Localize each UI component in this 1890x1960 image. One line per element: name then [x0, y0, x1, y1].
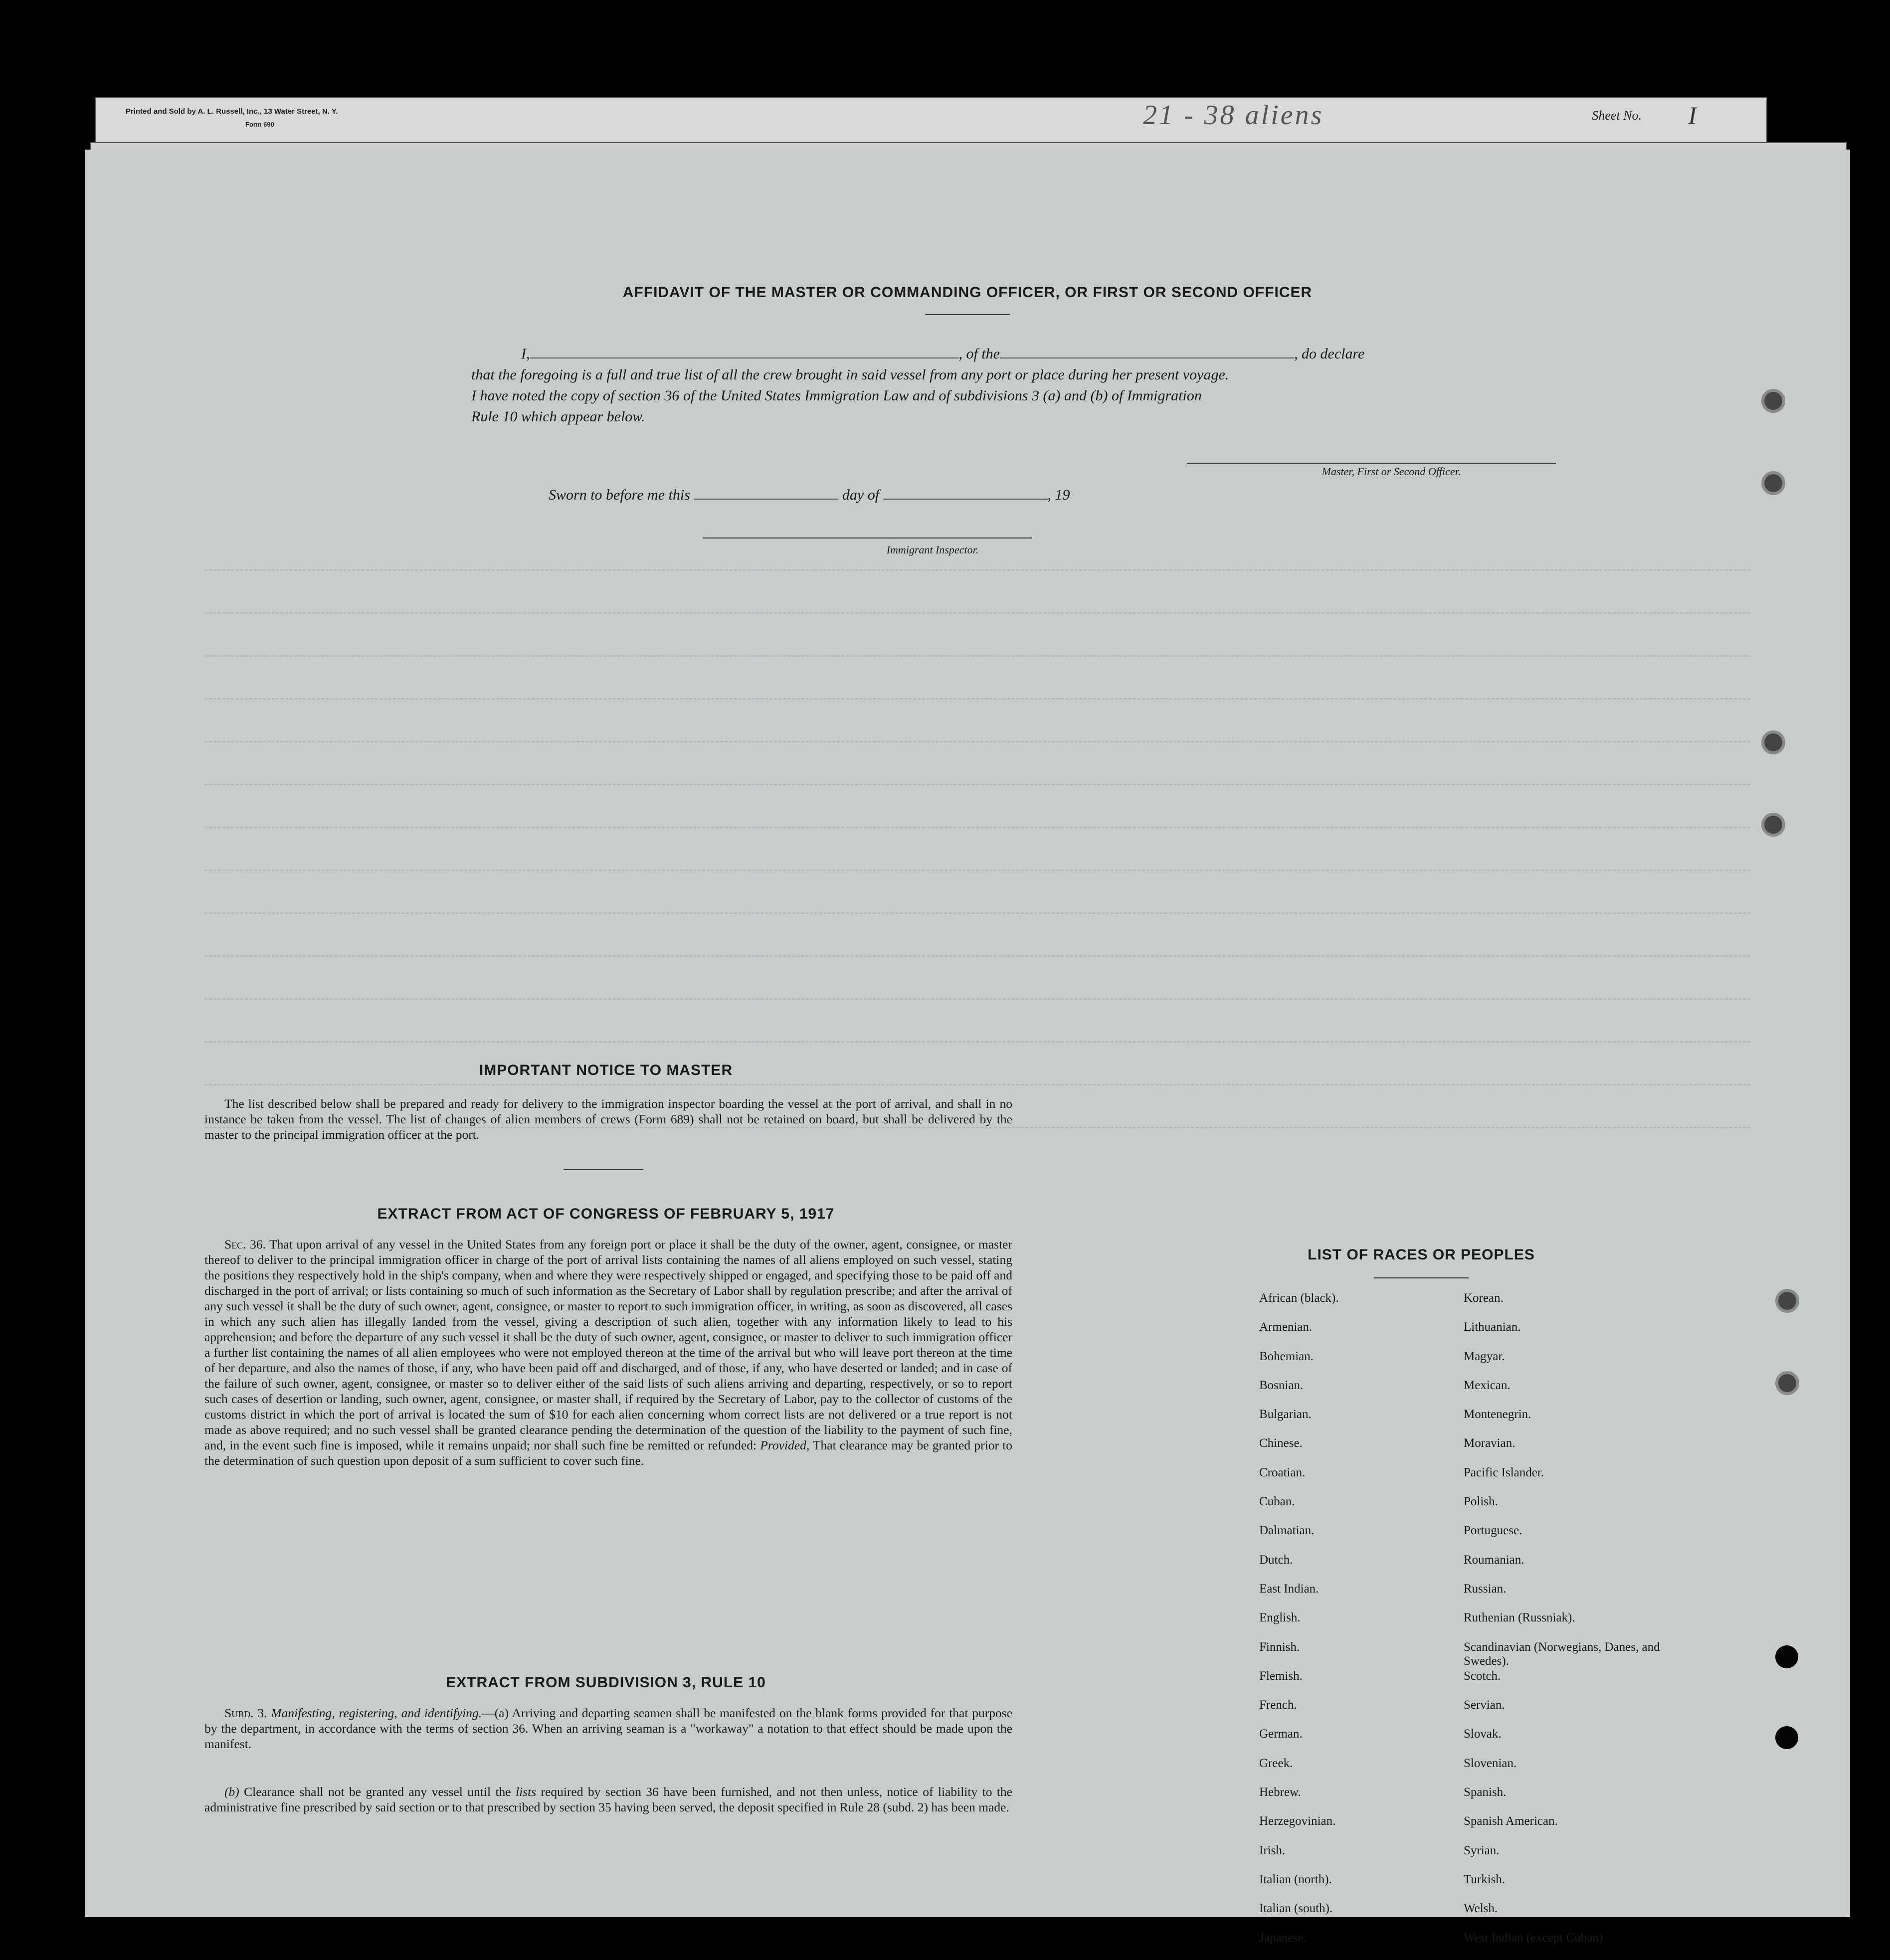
- sworn-prefix: Sworn to before me this: [549, 487, 690, 503]
- races-left-column: [1259, 1291, 1449, 1960]
- act-provided: Provided,: [760, 1438, 810, 1452]
- act-text-1: That upon arrival of any vessel in the United States from any foreign port or place it shall be the duty of the owner, agent, consignee, or master thereof to deliver to the principal immigration officer in charge of the port of arrival lists containing the names of all aliens employed on such vessel, stating the positions they respectively hold in the ship's company, when and where they were respectively shipped or engaged, and specifying those to be paid off and discharged in the port of arrival; or lists containing so much of such information as the Secretary of Labor shall by regulation prescribe; and after the arrival of any such vessel it shall be the duty of such owner, agent, consignee, or master to report to such immigration officer, in writing, as soon as discovered, all cases in which any such alien has illegally landed from the vessel, giving a description of such alien, together with any information likely to lead to his apprehension; and before the departure of any such vessel it shall be the duty of such owner, agent, consignee, or master to deliver to such immigration officer a further list containing the names of all alien employees who were not employed thereon at the time of the arrival but who will leave port thereon at the time of her departure, and also the names of those, if any, who have been paid off and discharged, and of those, if any, who have deserted or landed; and in case of the failure of such owner, agent, consignee, or master so to deliver either of the said lists of such aliens arriving and departing, respectively, or so to report such cases of desertion or landing, such owner, agent, consignee, or master shall, if required by the Secretary of Labor, pay to the collector of customs of the customs district in which the port of arrival is located the sum of $10 for each alien concerning whom correct lists are not delivered or a true report is not made as above required; and no such vessel shall be granted clearance pending the determination of the question of the liability to the payment of such fine, and, in the event such fine is imposed, while it remains unpaid; nor shall such fine be remitted or refunded:: [204, 1237, 1012, 1452]
- act-title: EXTRACT FROM ACT OF CONGRESS OF FEBRUARY 5, 1917: [377, 1206, 835, 1222]
- para-b-rest: required by section 36 have been furnished, and not then unless, notice of liability to the administrative fine prescribed by said section or to that prescribed by section 35 having been served, the deposit specified in Rule 28 (subd. 2) has been made.: [204, 1784, 1013, 1814]
- race-item: Croatian.: [1259, 1465, 1306, 1479]
- affidavit-i: I,: [521, 346, 530, 362]
- inspector-label: Immigrant Inspector.: [886, 543, 979, 556]
- race-item: Spanish.: [1464, 1785, 1507, 1799]
- master-signature-label: Master, First or Second Officer.: [1322, 465, 1461, 478]
- race-item: Moravian.: [1464, 1436, 1515, 1450]
- race-item: Flemish.: [1259, 1669, 1303, 1683]
- race-item: Irish.: [1259, 1843, 1286, 1857]
- race-item: Finnish.: [1259, 1640, 1300, 1654]
- inspector-signature-line[interactable]: [703, 537, 1032, 538]
- race-item: Greek.: [1259, 1756, 1293, 1770]
- race-item: Chinese.: [1259, 1436, 1303, 1450]
- race-item: Lithuanian.: [1464, 1320, 1521, 1334]
- para-b-start: Clearance shall not be granted any vessel until the: [244, 1784, 511, 1799]
- rule-para-b: [204, 1784, 1012, 1815]
- race-item: Herzegovinian.: [1259, 1814, 1336, 1828]
- race-item: Bulgarian.: [1259, 1408, 1312, 1422]
- sworn-day-blank[interactable]: [694, 488, 838, 500]
- notice-body: The list described below shall be prepared and ready for delivery to the immigration inspector boarding the vessel at the port of arrival, and shall in no instance be taken from the vessel. The list of changes of alien members of crews (Form 689) shall not be retained on board, but shall be delivered by the master to the principal immigration officer at the port.: [204, 1096, 1012, 1142]
- rule-title: EXTRACT FROM SUBDIVISION 3, RULE 10: [446, 1674, 766, 1691]
- race-item: Cuban.: [1259, 1495, 1295, 1509]
- affidavit-line-4: Rule 10 which appear below.: [471, 408, 645, 425]
- binder-hole: [1761, 389, 1785, 413]
- affidavit-do-declare: , do declare: [1294, 346, 1365, 362]
- para-b-lists: lists: [516, 1784, 537, 1799]
- act-sec-label: Sec. 36.: [224, 1237, 266, 1251]
- races-right-column: [1464, 1291, 1678, 1960]
- race-item: Roumanian.: [1464, 1553, 1524, 1567]
- sworn-line: [549, 485, 1247, 505]
- race-item: German.: [1259, 1727, 1303, 1741]
- race-item: Spanish American.: [1464, 1814, 1558, 1828]
- race-item: Welsh.: [1464, 1902, 1498, 1916]
- binder-hole: [1775, 1726, 1798, 1749]
- race-item: Russian.: [1464, 1582, 1507, 1596]
- binder-hole: [1775, 1645, 1798, 1668]
- affidavit-line-3: I have noted the copy of section 36 of the United States Immigration Law and of subdivisions 3 (a) and (b) of Immigration: [471, 387, 1202, 404]
- race-item: Bohemian.: [1259, 1349, 1314, 1363]
- binder-hole: [1761, 471, 1785, 495]
- race-item: Italian (north).: [1259, 1872, 1332, 1886]
- notice-title: IMPORTANT NOTICE TO MASTER: [479, 1062, 733, 1078]
- para-a-marker: —(a): [482, 1706, 509, 1720]
- race-item: Italian (south).: [1259, 1902, 1333, 1916]
- race-item: Montenegrin.: [1464, 1408, 1531, 1422]
- rule-para-a: [204, 1705, 1012, 1752]
- race-item: Slovenian.: [1464, 1756, 1517, 1770]
- races-title: LIST OF RACES OR PEOPLES: [1308, 1247, 1535, 1263]
- affidavit-of-the: , of the: [958, 346, 1000, 362]
- race-item: English.: [1259, 1611, 1301, 1625]
- sworn-day-of: day of: [842, 487, 880, 503]
- master-signature-line[interactable]: [1187, 463, 1556, 464]
- race-item: Korean.: [1464, 1291, 1504, 1305]
- race-item: Turkish.: [1464, 1872, 1506, 1886]
- race-item: Hebrew.: [1259, 1785, 1301, 1799]
- para-b-marker: (b): [224, 1784, 239, 1799]
- race-item: Syrian.: [1464, 1843, 1500, 1857]
- races-divider: [1374, 1277, 1469, 1278]
- race-item: Portuguese.: [1464, 1524, 1522, 1538]
- affidavit-line-1: [471, 344, 1556, 364]
- title-divider: [925, 314, 1010, 315]
- race-item: Bosnian.: [1259, 1378, 1304, 1392]
- sheet-number-label: Sheet No.: [1592, 108, 1642, 123]
- race-item: Polish.: [1464, 1495, 1498, 1509]
- vessel-blank[interactable]: [1000, 347, 1294, 358]
- sworn-year: , 19: [1047, 487, 1070, 503]
- binder-hole: [1775, 1371, 1799, 1395]
- race-item: Magyar.: [1464, 1349, 1505, 1363]
- race-item: Armenian.: [1259, 1320, 1313, 1334]
- affidavit-title: AFFIDAVIT OF THE MASTER OR COMMANDING OFFICER, OR FIRST OR SECOND OFFICER: [622, 284, 1313, 301]
- act-body: [204, 1237, 1012, 1468]
- printer-imprint: Printed and Sold by A. L. Russell, Inc., 13 Water Street, N. Y.: [126, 107, 338, 116]
- race-item: Dutch.: [1259, 1553, 1293, 1567]
- sworn-month-blank[interactable]: [883, 488, 1048, 500]
- act-text-2: That clearance may be granted prior to the determination of such question upon deposit of a sum sufficient to cover such fine.: [204, 1438, 1012, 1468]
- race-item: Servian.: [1464, 1698, 1505, 1712]
- subd-label: Subd. 3.: [224, 1706, 267, 1720]
- handwritten-note: 21 - 38 aliens: [1143, 100, 1324, 131]
- race-item: Slovak.: [1464, 1727, 1502, 1741]
- race-item: East Indian.: [1259, 1582, 1319, 1596]
- race-item: French.: [1259, 1698, 1297, 1712]
- race-item: Scotch.: [1464, 1669, 1501, 1683]
- form-page: [85, 150, 1850, 1945]
- subd-heading: Manifesting, registering, and identifying.: [271, 1706, 482, 1720]
- race-item: Scandinavian (Norwegians, Danes, and Swedes).: [1464, 1640, 1660, 1668]
- race-item: Mexican.: [1464, 1378, 1511, 1392]
- binder-hole: [1761, 813, 1785, 837]
- sheet-number-value: I: [1688, 101, 1697, 129]
- binder-hole: [1775, 1289, 1799, 1313]
- affidavit-line-2: that the foregoing is a full and true list of all the crew brought in said vessel from any port or place during her present voyage.: [471, 366, 1229, 383]
- race-item: Pacific Islander.: [1464, 1465, 1544, 1479]
- notice-divider: [564, 1169, 643, 1170]
- form-number: Form 690: [245, 121, 274, 128]
- para-a-text: Arriving and departing seamen shall be manifested on the blank forms provided for that purpose by the department, in accordance with the terms of section 36. When an arriving seaman is a "workaway" a notation to that effect should be made upon the manifest.: [204, 1706, 1013, 1751]
- name-blank[interactable]: [530, 347, 959, 358]
- binder-hole: [1761, 730, 1785, 754]
- race-item: Ruthenian (Russniak).: [1464, 1611, 1575, 1625]
- race-item: African (black).: [1259, 1291, 1339, 1305]
- race-item: West Indian (except Cuban): [1464, 1931, 1603, 1945]
- race-item: Japanese.: [1259, 1931, 1307, 1945]
- race-item: Dalmatian.: [1259, 1524, 1315, 1538]
